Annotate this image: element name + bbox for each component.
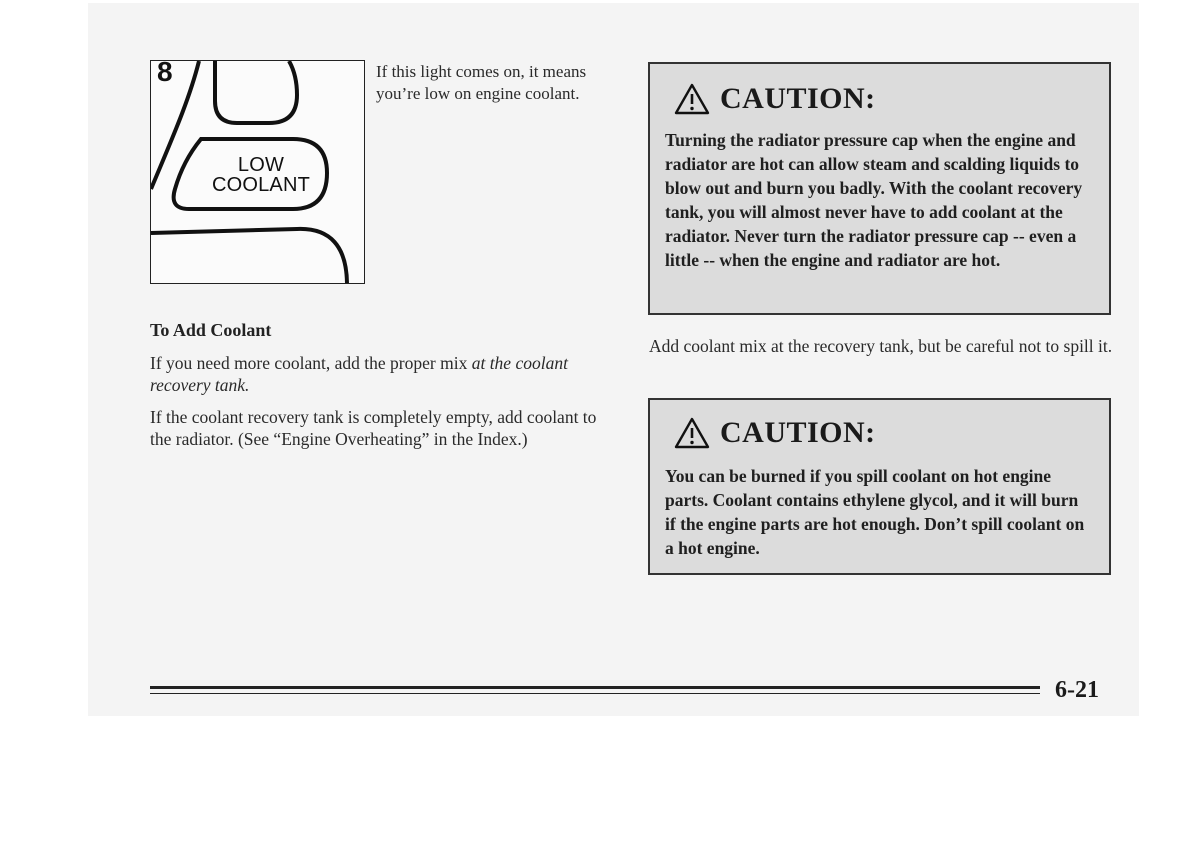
paragraph-emphasis: at the coolant recovery tank. [150,353,568,395]
caution-title: CAUTION: [720,416,876,449]
caution-box-radiator-cap [648,62,1111,315]
caution-header [674,416,1109,450]
indicator-label-low: LOW [237,154,285,176]
warning-triangle-icon [674,83,710,115]
footer-rule-thin [150,693,1040,694]
indicator-label-coolant: COOLANT [211,174,311,196]
caution-box-spill [648,398,1111,575]
add-coolant-paragraph-2: If the coolant recovery tank is completely empty, add coolant to the radiator. (See “Engine Overheating” in the Index.) [150,407,597,449]
caution-title: CAUTION: [720,82,876,115]
add-mix-paragraph: Add coolant mix at the recovery tank, but be careful not to spill it. [649,336,1113,356]
page-number: 6-21 [1055,677,1099,703]
warning-triangle-icon [674,417,710,449]
paragraph-text: If you need more coolant, add the proper mix [150,353,472,373]
indicator-corner-glyph: 8 [157,61,173,87]
section-heading: To Add Coolant [150,320,272,340]
light-description: If this light comes on, it means you’re low on engine coolant. [376,62,587,103]
caution-text: Turning the radiator pressure cap when the engine and radiator are hot can allow steam and scalding liquids to blow out and burn you badly. With the coolant recovery tank, you will almost never have to add coolant at the radiator. Never turn the radiator pressure cap -- even a little -- when the engine and radiator are hot. [665,130,1083,270]
footer-rule-thick [150,686,1040,689]
low-coolant-indicator-illustration [150,60,365,284]
add-coolant-paragraph-1 [150,352,620,396]
caution-header [674,82,1109,116]
caution-text: You can be burned if you spill coolant on hot engine parts. Coolant contains ethylene glycol, and it will burn if the engine parts are hot enough. Don’t spill coolant on a hot engine. [665,466,1085,558]
